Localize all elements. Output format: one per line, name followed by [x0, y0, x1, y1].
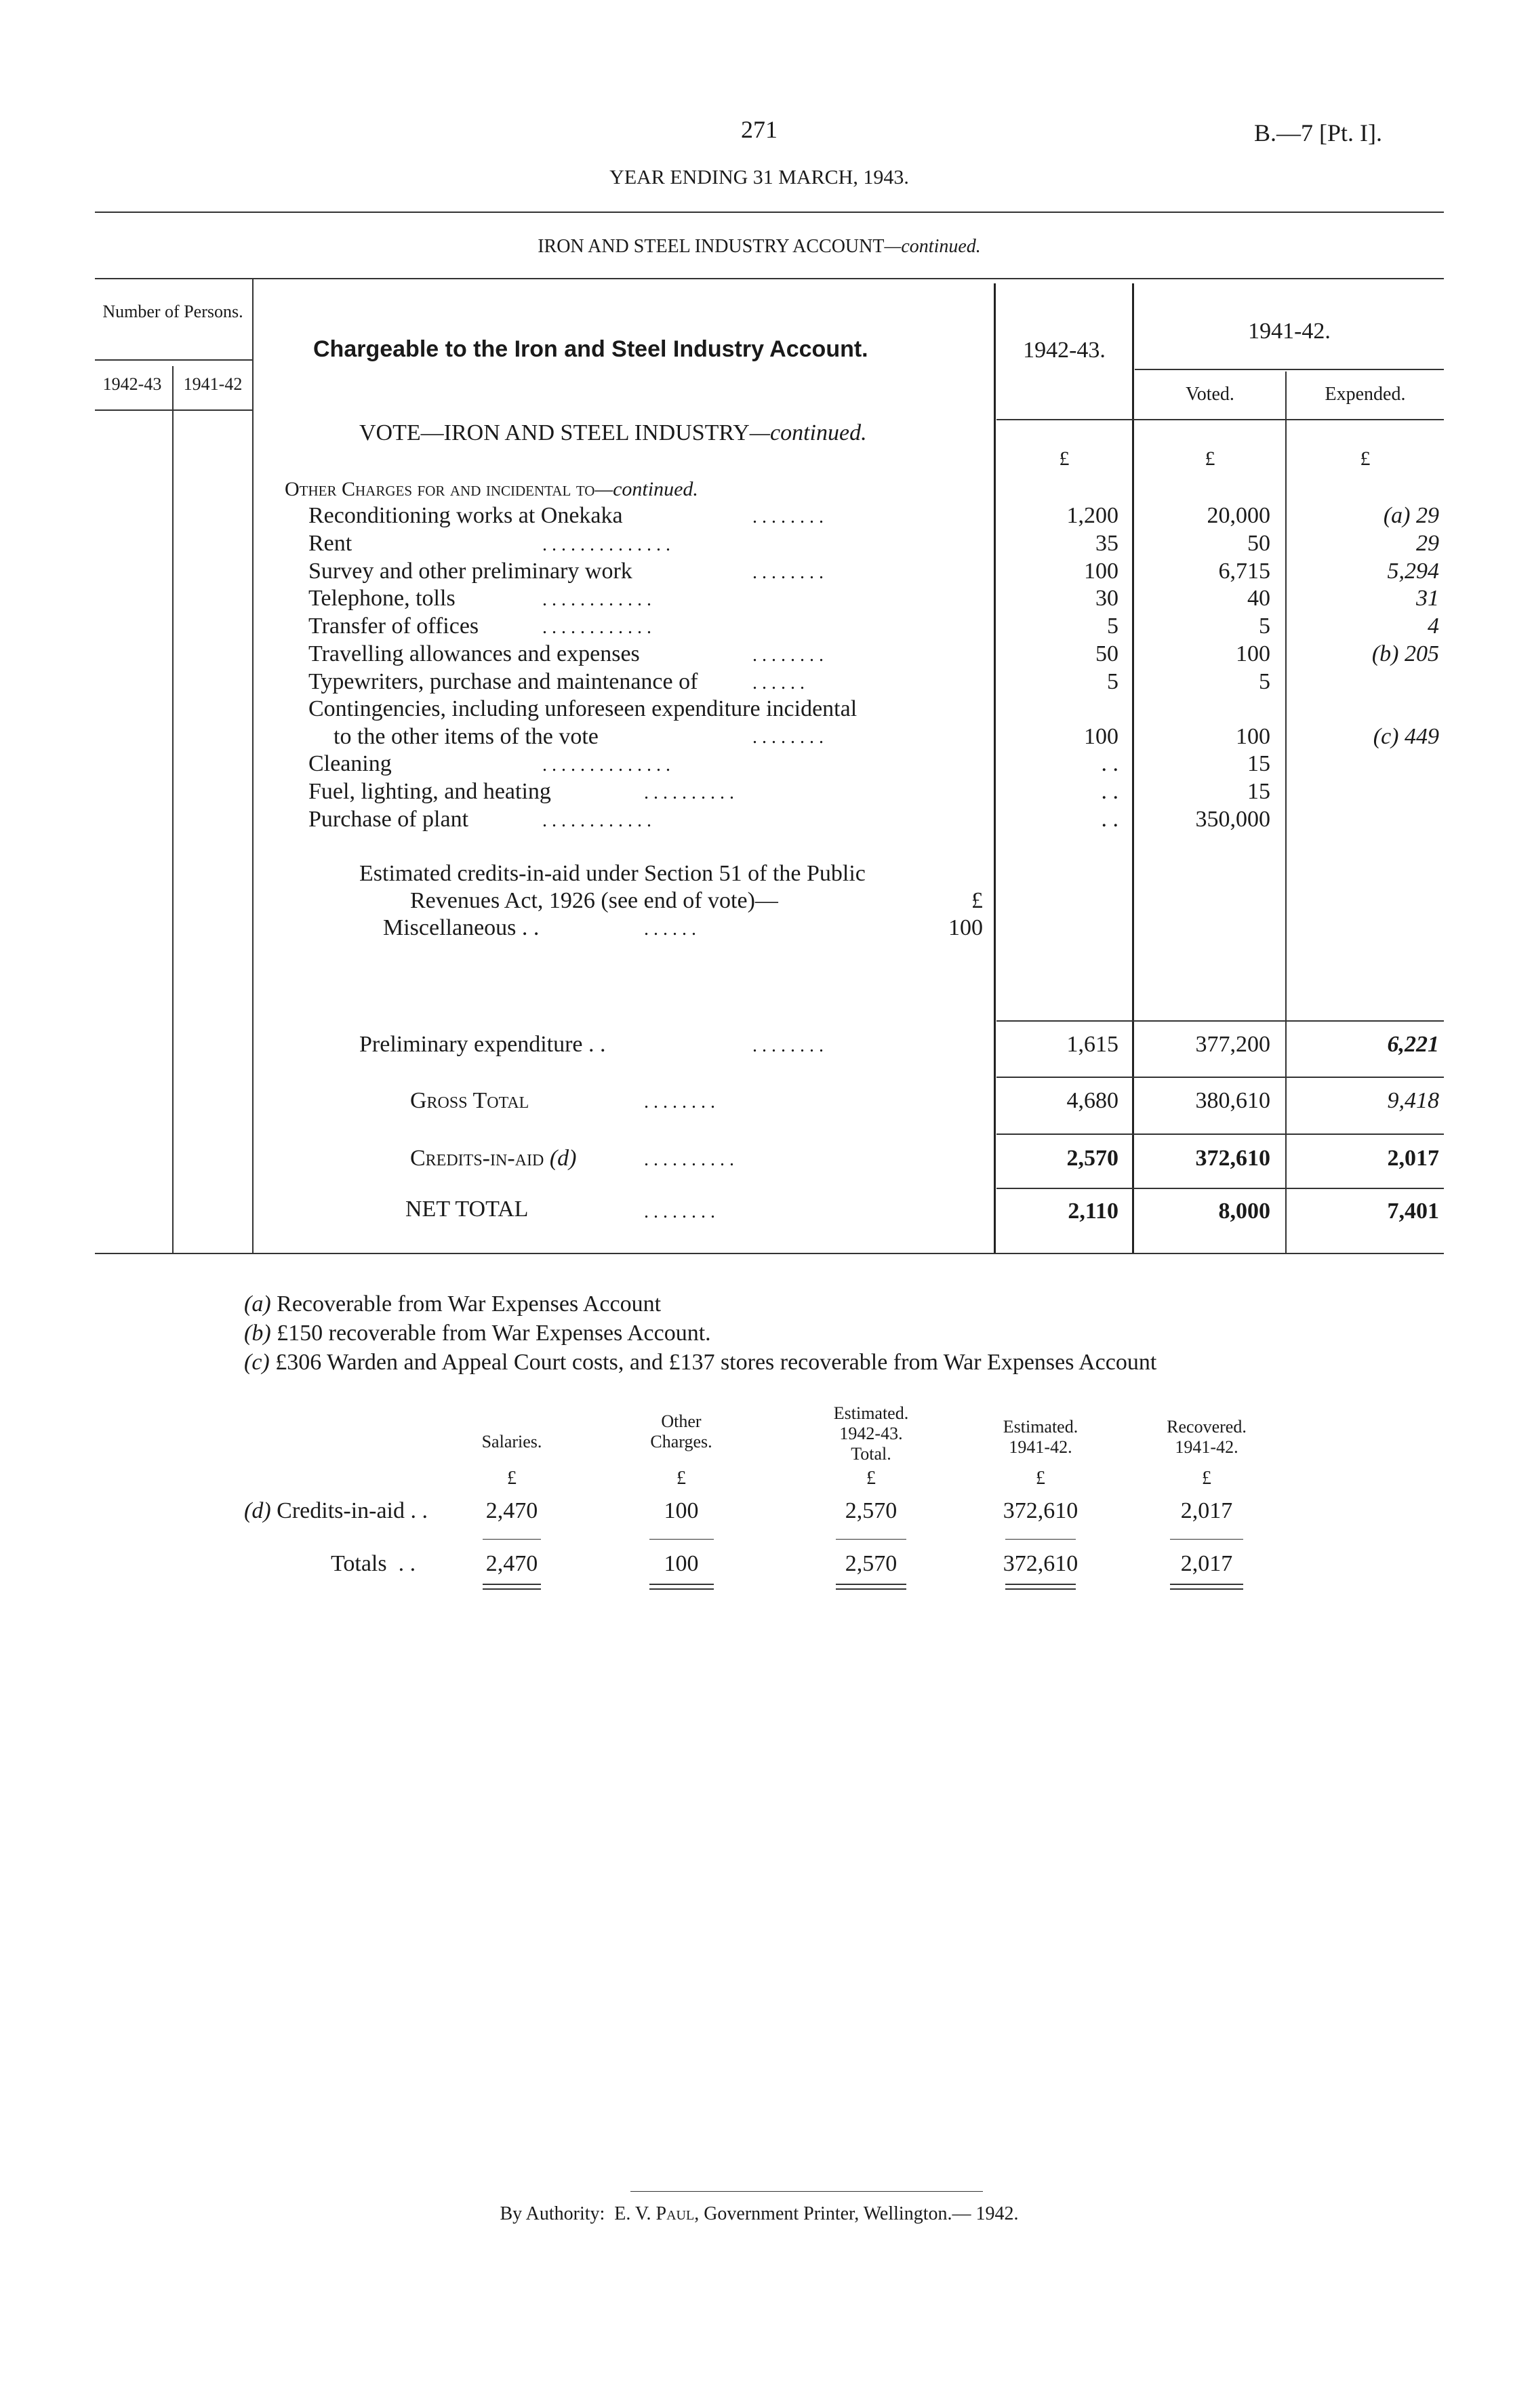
- contingencies-1942: 100: [1084, 724, 1118, 749]
- line-item-leader-dots: . . . . . . . .: [752, 506, 824, 527]
- vote-title-suffix: —continued.: [749, 420, 867, 445]
- preliminary-expended: 6,221: [1387, 1032, 1439, 1057]
- summary-double-rule: [1005, 1588, 1076, 1590]
- summary-header-est-2: 1942-43.: [839, 1424, 903, 1443]
- line-item-voted: 350,000: [1195, 807, 1270, 832]
- footnote-a: [244, 1291, 661, 1317]
- line-item-leader-dots: . . . . . . . . . . . .: [542, 617, 651, 638]
- currency-1942: £: [1059, 447, 1070, 470]
- summary-credits-salaries: 2,470: [485, 1498, 538, 1523]
- imprint-rule: [630, 2191, 983, 2192]
- summary-credits-other-charges: 100: [664, 1498, 699, 1523]
- line-item-voted: 20,000: [1207, 503, 1270, 528]
- footnote-b: [244, 1321, 711, 1346]
- summary-credits-recovered-1942: 2,017: [1180, 1498, 1233, 1523]
- line-item-expended-value: 205: [1405, 641, 1439, 666]
- net-total-leader-dots: . . . . . . . .: [644, 1201, 715, 1222]
- summary-totals-text: Totals: [331, 1551, 387, 1576]
- persons-col-1942: 1942-43: [102, 374, 162, 394]
- footnote-a-mark: (a): [244, 1291, 271, 1317]
- totals-top-rule: [996, 1020, 1444, 1022]
- section-title: [285, 478, 698, 501]
- line-item-expended: [1287, 641, 1439, 667]
- summary-totals-dots: . .: [398, 1551, 416, 1576]
- line-item-voted: 15: [1247, 779, 1270, 804]
- line-item-leader-dots: . . . . . . . . . .: [644, 782, 734, 803]
- line-item-label: Telephone, tolls: [308, 586, 456, 611]
- summary-totals-label: [331, 1551, 416, 1577]
- line-item-1942: 30: [1095, 586, 1118, 611]
- line-item-note: (b): [1371, 641, 1399, 666]
- line-item-leader-dots: . . . . . . . . . . . . . .: [542, 534, 670, 555]
- imprint: [271, 2203, 1247, 2225]
- summary-double-rule: [836, 1584, 906, 1585]
- col-header-voted: Voted.: [1186, 384, 1234, 405]
- summary-header-est-3: Total.: [851, 1444, 891, 1464]
- line-item-expended: [1287, 559, 1439, 584]
- document-reference: B.—7 [Pt. I].: [1254, 119, 1382, 146]
- net-total-expended: 7,401: [1387, 1199, 1439, 1224]
- col-header-1941: 1941-42.: [1248, 319, 1331, 344]
- summary-header-other-2: Charges.: [650, 1432, 712, 1451]
- line-item-label: Cleaning: [308, 751, 392, 776]
- line-item-leader-dots: . . . . . . . . . . . . . .: [542, 755, 670, 776]
- persons-header-rule: [95, 359, 252, 361]
- line-item-voted: 5: [1259, 669, 1270, 694]
- summary-currency: £: [1036, 1468, 1045, 1489]
- imprint-suffix: , Government Printer, Wellington.— 1942.: [694, 2203, 1019, 2224]
- summary-double-rule: [483, 1588, 541, 1590]
- net-top-rule: [996, 1188, 1444, 1189]
- account-title-suffix: —continued.: [884, 236, 981, 257]
- gross-top-rule: [996, 1077, 1444, 1078]
- line-item-voted: 40: [1247, 586, 1270, 611]
- summary-header-est-1: Estimated.: [833, 1403, 909, 1423]
- summary-double-rule: [1170, 1588, 1243, 1590]
- credits-in-aid-leader-dots: . . . . . . . . . .: [644, 1149, 734, 1170]
- summary-double-rule: [836, 1588, 906, 1590]
- line-item-leader-dots: . . . . . . . . . . . .: [542, 589, 651, 610]
- contingencies-leader-dots: . . . . . . . .: [752, 727, 824, 748]
- imprint-printer-name: Paul: [655, 2203, 695, 2224]
- summary-subtotal-rule: [1170, 1539, 1243, 1540]
- summary-currency: £: [866, 1468, 876, 1489]
- page-number: 271: [741, 116, 778, 143]
- line-item-label: Travelling allowances and expenses: [308, 641, 640, 666]
- contingencies-expended: [1287, 724, 1439, 750]
- section-title-suffix: —continued.: [594, 478, 698, 500]
- table-top-rule: [95, 278, 1444, 279]
- credits-in-aid-1942: 2,570: [1066, 1146, 1118, 1171]
- line-item-label: Survey and other preliminary work: [308, 559, 632, 584]
- summary-credits-estimated-1942: 372,610: [1003, 1498, 1078, 1523]
- summary-double-rule: [483, 1584, 541, 1585]
- line-item-voted: 6,715: [1218, 559, 1270, 584]
- credits-in-aid-note: (d): [549, 1146, 577, 1171]
- currency-voted: £: [1205, 447, 1215, 470]
- line-item-leader-dots: . . . . . . . . . . . .: [542, 810, 651, 831]
- line-item-expended: [1287, 503, 1439, 529]
- summary-subtotal-rule: [836, 1539, 906, 1540]
- col-1941-subrule: [1135, 369, 1444, 370]
- net-total-label: NET TOTAL: [405, 1197, 529, 1222]
- summary-subtotal-rule: [483, 1539, 541, 1540]
- col-1941-left-line: [1132, 283, 1134, 1253]
- preliminary-voted: 377,200: [1195, 1032, 1270, 1057]
- preliminary-1942: 1,615: [1066, 1032, 1118, 1057]
- line-item-leader-dots: . . . . . .: [752, 673, 805, 694]
- summary-currency: £: [677, 1468, 686, 1489]
- net-total-1942: 2,110: [1068, 1199, 1118, 1224]
- summary-double-rule: [649, 1584, 714, 1585]
- vote-title-text: VOTE—IRON AND STEEL INDUSTRY: [359, 420, 750, 445]
- summary-currency: £: [1202, 1468, 1211, 1489]
- main-column-header: Chargeable to the Iron and Steel Industry Account.: [313, 336, 868, 362]
- line-item-1942: 1,200: [1066, 503, 1118, 528]
- persons-divider: [252, 278, 254, 1254]
- persons-col-1941: 1941-42: [183, 374, 243, 394]
- persons-subheader-rule: [95, 409, 252, 411]
- line-item-expended: [1287, 586, 1439, 611]
- account-title-text: IRON AND STEEL INDUSTRY ACCOUNT: [538, 236, 885, 257]
- col-1942-left-line: [994, 283, 996, 1253]
- summary-header-salaries: Salaries.: [481, 1432, 542, 1451]
- footnote-c-mark: (c): [244, 1350, 270, 1375]
- line-item-1942: 50: [1095, 641, 1118, 666]
- credits-in-aid-label: [410, 1146, 576, 1171]
- col-header-expended: Expended.: [1325, 384, 1406, 405]
- gross-total-expended: 9,418: [1387, 1088, 1439, 1113]
- line-item-expended-value: 5,294: [1387, 559, 1439, 584]
- col-header-rule: [996, 419, 1444, 420]
- line-item-expended-value: 29: [1416, 531, 1439, 556]
- gross-total-label: Gross Total: [410, 1088, 529, 1113]
- vote-title: [359, 420, 867, 446]
- footnote-b-mark: (b): [244, 1321, 271, 1346]
- line-item-label: Fuel, lighting, and heating: [308, 779, 551, 804]
- imprint-prefix: By Authority:: [500, 2203, 605, 2224]
- credits-estimate-currency: £: [971, 888, 983, 913]
- line-item-label: Purchase of plant: [308, 807, 469, 832]
- credits-in-aid-voted: 372,610: [1195, 1146, 1270, 1171]
- misc-label: Miscellaneous . .: [383, 915, 540, 940]
- summary-header-est41-2: 1941-42.: [1009, 1437, 1072, 1457]
- contingencies-note: (c): [1373, 724, 1399, 749]
- account-title: [339, 236, 1179, 258]
- persons-col-divider: [172, 366, 174, 1254]
- line-item-1942: . .: [1101, 779, 1118, 804]
- line-item-1942: . .: [1101, 807, 1118, 832]
- summary-header-rec-2: 1941-42.: [1175, 1437, 1238, 1457]
- line-item-1942: 5: [1107, 669, 1118, 694]
- summary-header-est41-1: Estimated.: [1003, 1417, 1078, 1437]
- line-item-expended: [1287, 531, 1439, 557]
- gross-total-voted: 380,610: [1195, 1088, 1270, 1113]
- summary-header-rec-1: Recovered.: [1167, 1417, 1247, 1437]
- preliminary-leader-dots: . . . . . . . .: [752, 1035, 824, 1056]
- credits-in-aid-expended: 2,017: [1387, 1146, 1439, 1171]
- section-title-text: Other Charges for and incidental to: [285, 478, 595, 500]
- line-item-expended-value: 29: [1416, 503, 1439, 528]
- summary-totals-salaries: 2,470: [485, 1551, 538, 1576]
- credits-in-aid-text: Credits-in-aid: [410, 1146, 544, 1171]
- line-item-voted: 50: [1247, 531, 1270, 556]
- line-item-leader-dots: . . . . . . . .: [752, 562, 824, 583]
- summary-credits-estimated-1943: 2,570: [845, 1498, 897, 1523]
- summary-subtotal-rule: [649, 1539, 714, 1540]
- credits-estimate-line2: Revenues Act, 1926 (see end of vote)—: [410, 888, 778, 913]
- misc-leader-dots: . . . . . .: [644, 919, 696, 940]
- summary-totals-estimated-1943: 2,570: [845, 1551, 897, 1576]
- line-item-expended-value: 31: [1416, 586, 1439, 611]
- line-item-1942: 100: [1084, 559, 1118, 584]
- contingencies-label-line2: to the other items of the vote: [334, 724, 599, 749]
- line-item-leader-dots: . . . . . . . .: [752, 645, 824, 666]
- line-item-voted: 5: [1259, 614, 1270, 639]
- contingencies-expended-value: 449: [1405, 724, 1439, 749]
- gross-total-leader-dots: . . . . . . . .: [644, 1091, 715, 1112]
- line-item-label: Transfer of offices: [308, 614, 479, 639]
- contingencies-label-line1: Contingencies, including unforeseen expenditure incidental: [308, 696, 858, 721]
- footnote-c-text: £306 Warden and Appeal Court costs, and £137 stores recoverable from War Expenses Account: [275, 1350, 1157, 1375]
- line-item-expended: [1287, 614, 1439, 639]
- summary-double-rule: [1005, 1584, 1076, 1585]
- line-item-label: Typewriters, purchase and maintenance of: [308, 669, 698, 694]
- summary-currency: £: [507, 1468, 517, 1489]
- summary-totals-recovered-1942: 2,017: [1180, 1551, 1233, 1576]
- page-subtitle: YEAR ENDING 31 MARCH, 1943.: [609, 166, 909, 188]
- summary-credits-text: Credits-in-aid . .: [277, 1498, 428, 1523]
- contingencies-voted: 100: [1236, 724, 1270, 749]
- summary-totals-estimated-1942: 372,610: [1003, 1551, 1078, 1576]
- line-item-1942: . .: [1101, 751, 1118, 776]
- imprint-initials: E. V.: [614, 2203, 651, 2224]
- line-item-1942: 35: [1095, 531, 1118, 556]
- gross-total-1942: 4,680: [1066, 1088, 1118, 1113]
- summary-header-other-1: Other: [661, 1411, 702, 1431]
- footnote-c: [244, 1350, 1156, 1376]
- summary-credits-label: [244, 1498, 428, 1524]
- credits-estimate-line1: Estimated credits-in-aid under Section 51 of the Public: [359, 861, 866, 886]
- summary-double-rule: [1170, 1584, 1243, 1585]
- line-item-note: (a): [1383, 503, 1411, 528]
- footnote-b-text: £150 recoverable from War Expenses Account.: [277, 1321, 711, 1346]
- summary-credits-note: (d): [244, 1498, 271, 1523]
- line-item-expended-value: 4: [1428, 614, 1439, 639]
- summary-subtotal-rule: [1005, 1539, 1076, 1540]
- footnote-a-text: Recoverable from War Expenses Account: [277, 1291, 662, 1317]
- persons-header: Number of Persons.: [102, 302, 243, 321]
- table-bottom-rule: [95, 1253, 1444, 1254]
- net-total-voted: 8,000: [1218, 1199, 1270, 1224]
- header-rule: [95, 212, 1444, 213]
- line-item-label: Rent: [308, 531, 352, 556]
- line-item-voted: 15: [1247, 751, 1270, 776]
- currency-expended: £: [1360, 447, 1371, 470]
- credits-top-rule: [996, 1133, 1444, 1135]
- col-header-1942: 1942-43.: [1023, 338, 1106, 363]
- preliminary-label: Preliminary expenditure . .: [359, 1032, 606, 1057]
- line-item-1942: 5: [1107, 614, 1118, 639]
- line-item-voted: 100: [1236, 641, 1270, 666]
- summary-double-rule: [649, 1588, 714, 1590]
- line-item-label: Reconditioning works at Onekaka: [308, 503, 623, 528]
- summary-totals-other-charges: 100: [664, 1551, 699, 1576]
- misc-value: 100: [948, 915, 983, 940]
